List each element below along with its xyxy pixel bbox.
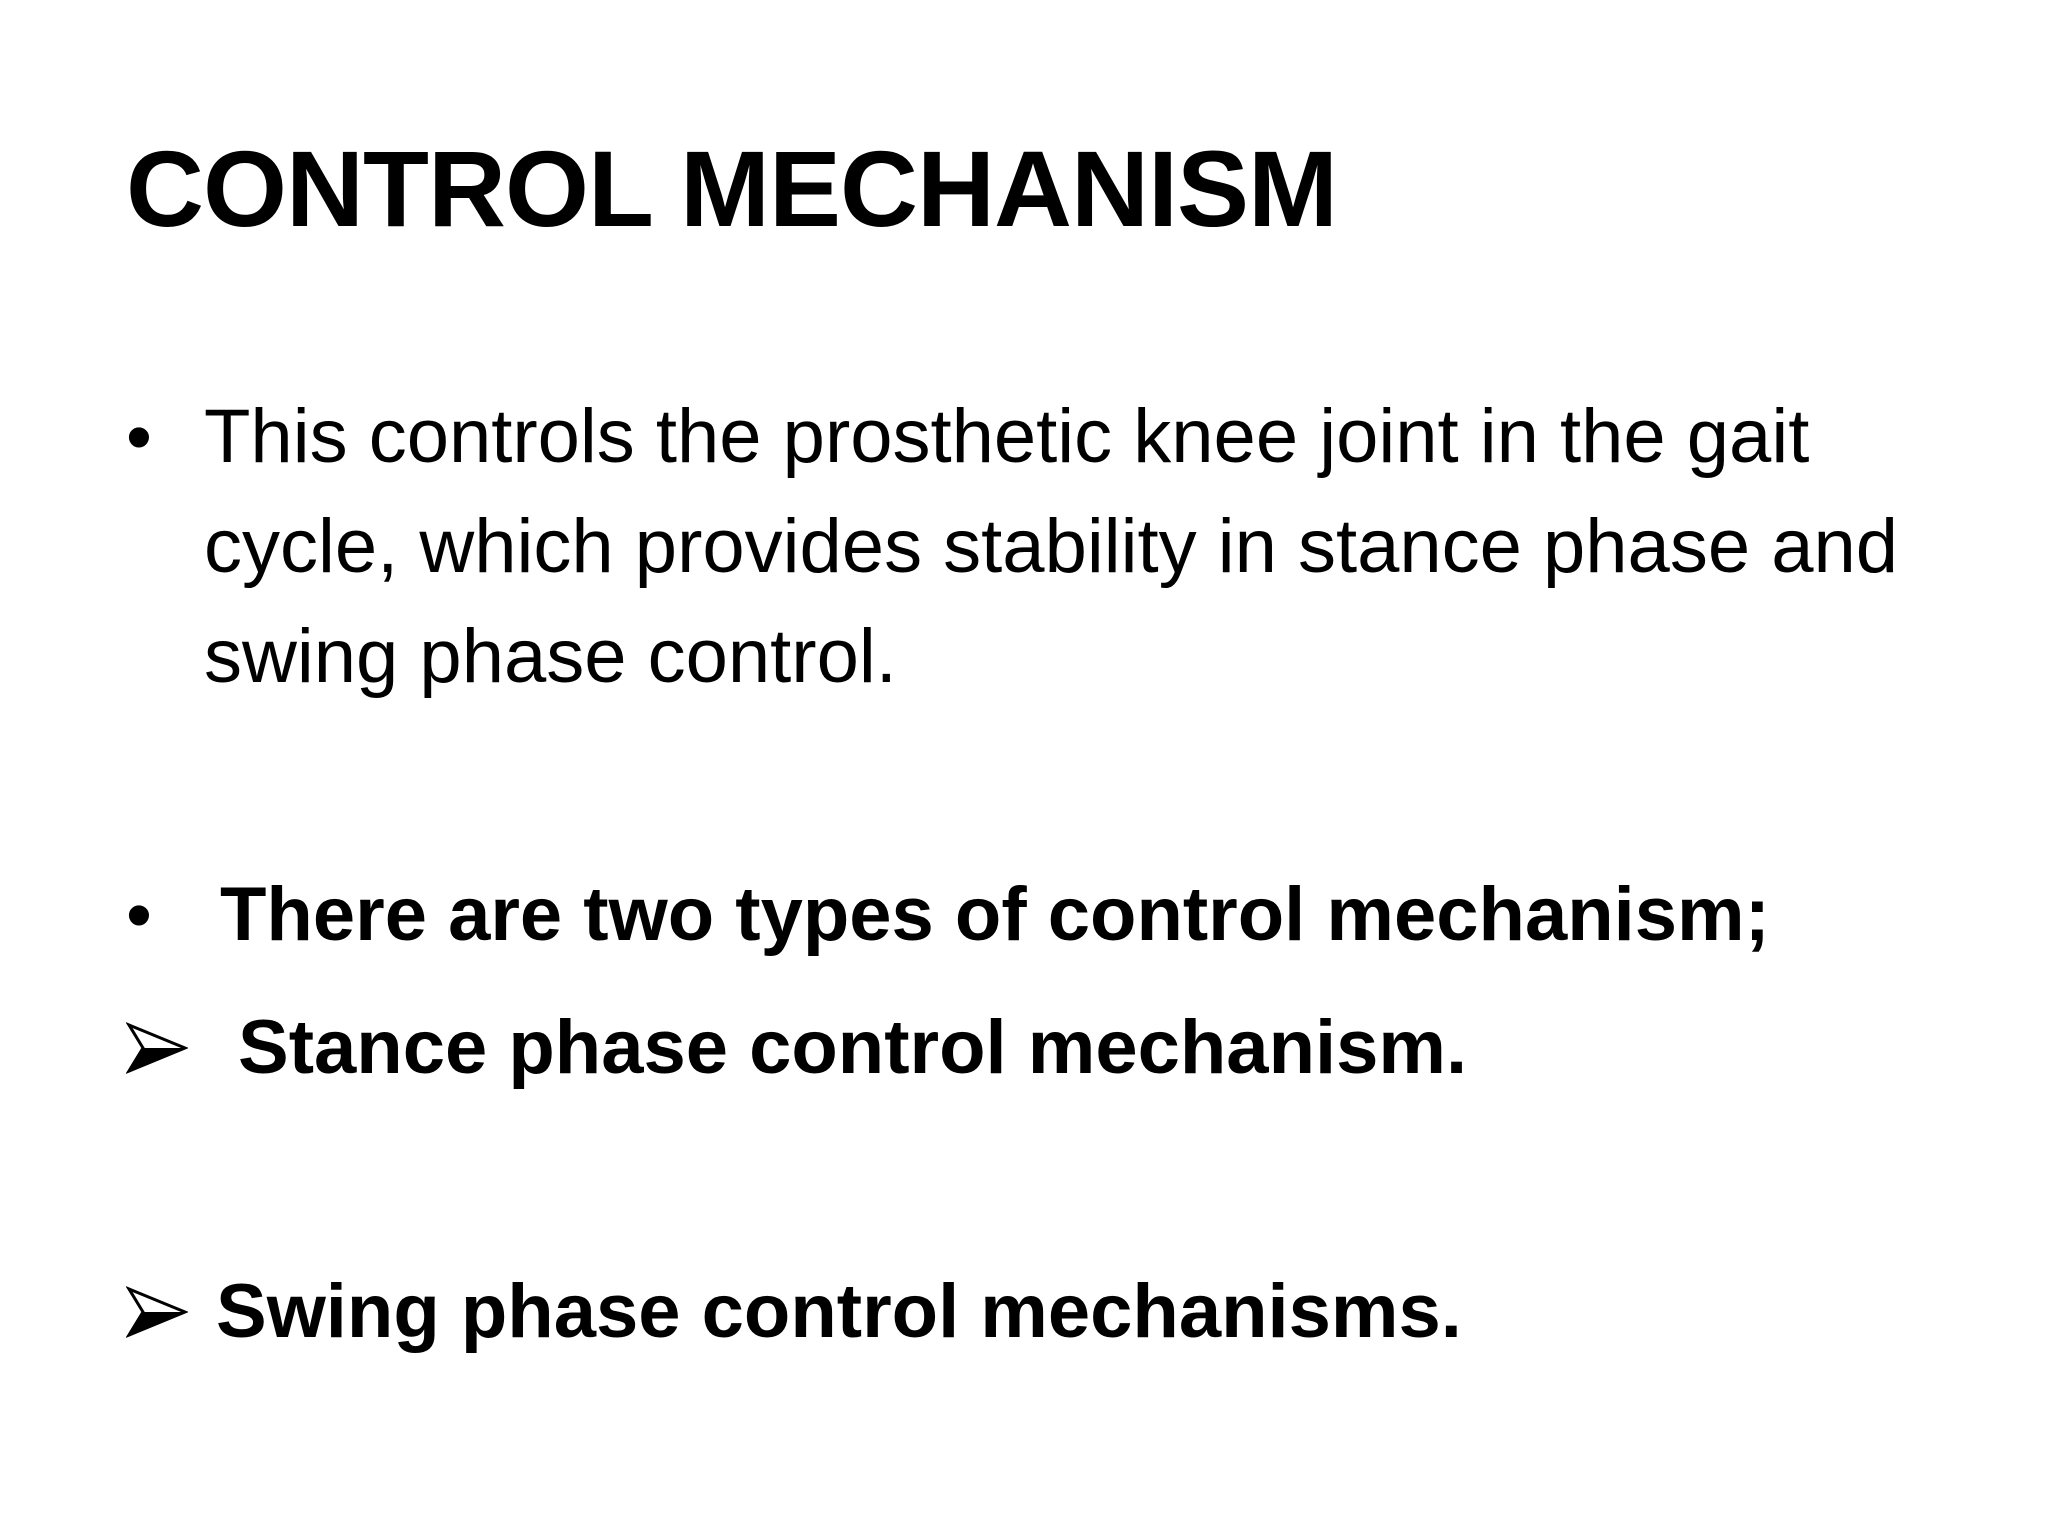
slide-title: CONTROL MECHANISM bbox=[126, 128, 1337, 249]
sub-bullet-item bbox=[126, 993, 1926, 1103]
bullet-item bbox=[126, 382, 1926, 712]
arrow-bullet-icon bbox=[126, 1257, 216, 1367]
bullet-item bbox=[126, 860, 1926, 970]
bullet-dot-icon: • bbox=[126, 395, 152, 478]
sub-bullet-text: Stance phase control mechanism. bbox=[238, 1005, 1468, 1090]
sub-bullet-text: Swing phase control mechanisms. bbox=[216, 1269, 1462, 1354]
bullet-text: This controls the prosthetic knee joint in the gait cycle, which provides stability in stance phase and swing phase control. bbox=[204, 394, 1899, 699]
bullet-text: There are two types of control mechanism; bbox=[220, 872, 1770, 957]
arrow-bullet-icon bbox=[126, 993, 238, 1103]
bullet-dot-icon: • bbox=[126, 873, 152, 956]
sub-bullet-item bbox=[126, 1257, 1926, 1367]
